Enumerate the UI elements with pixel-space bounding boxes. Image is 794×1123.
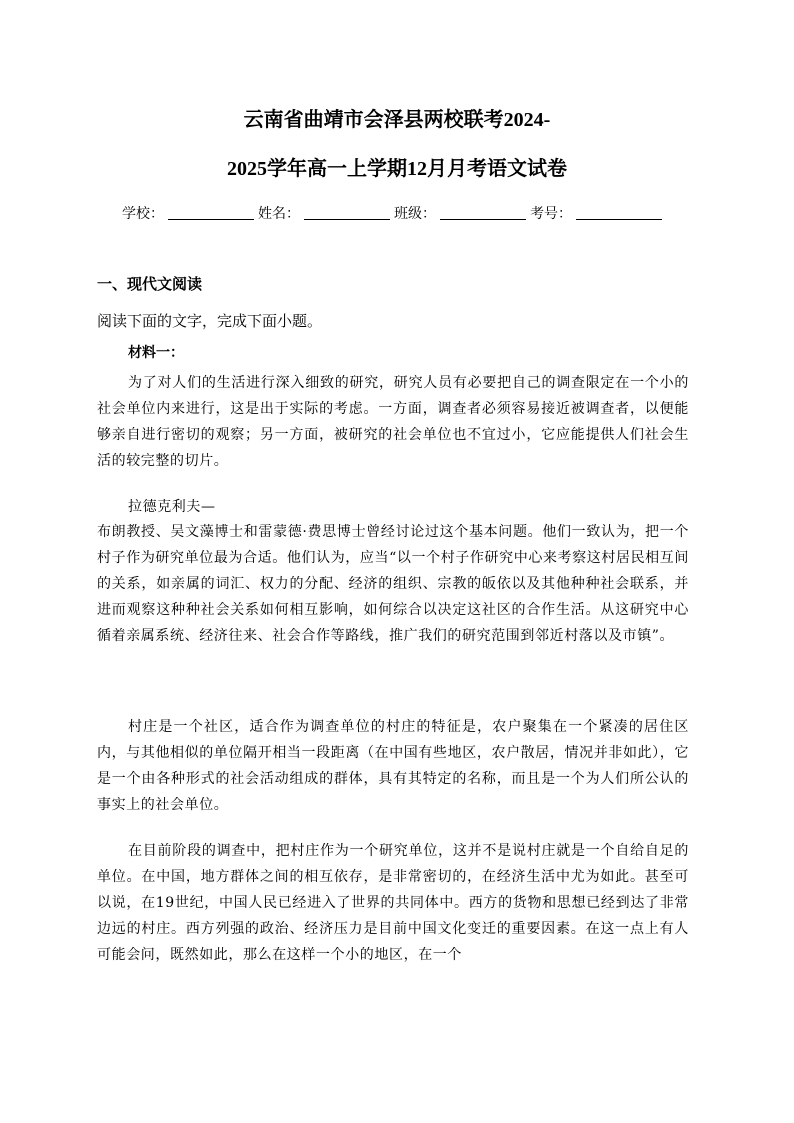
paragraph-5: 在目前阶段的调查中，把村庄作为一个研究单位，这并不是说村庄就是一个自给自足的单位。在中国，地方群体之间的相互依存，是非常密切的，在经济生活中尤为如此。甚至可以说，在19世纪，中国人民已经进入了世界的共同体中。西方的货物和思想已经到达了非常边远的村庄。西方列强的政治、经济压力是目前中国文化变迁的重要因素。在这一点上有人可能会问，既然如此，那么在这样一个小的地区，在一个: [97, 843, 689, 963]
exam-number-label: 考号：: [530, 206, 572, 222]
paragraph-1: 为了对人们的生活进行深入细致的研究，研究人员有必要把自己的调查限定在一个小的社会单位内来进行，这是出于实际的考虑。一方面，调查者必须容易接近被调查者，以便能够亲自进行密切的观察；另一方面，被研究的社会单位也不宜过小，它应能提供人们社会生活的较完整的切片。: [97, 375, 689, 469]
paragraph-3: 布朗教授、吴文藻博士和雷蒙德·费思博士曾经讨论过这个基本问题。他们一致认为，把一个村子作为研究单位最为合适。他们认为，应当“以一个村子作研究中心来考察这村居民相互间的关系，如亲属的词汇、权力的分配、经济的组织、宗教的皈依以及其他种种社会联系，并进而观察这种种社会关系如何相互影响，如何综合以决定这社区的合作生活。从这研究中心循着亲属系统、经济往来、社会合作等路线，推广我们的研究范围到邻近村落以及市镇”。: [97, 524, 689, 644]
class-label: 班级：: [394, 206, 436, 222]
school-label: 学校：: [122, 206, 164, 222]
exam-number-blank[interactable]: [576, 205, 662, 220]
paragraph-4: 村庄是一个社区，适合作为调查单位的村庄的特征是，农户聚集在一个紧凑的居住区内，与其他相似的单位隔开相当一段距离（在中国有些地区，农户散居，情况并非如此），它是一个由各种形式的社会活动组成的群体，具有其特定的名称，而且是一个为人们所公认的事实上的社会单位。: [97, 719, 689, 813]
material-label: 材料一：: [128, 345, 184, 361]
exam-title-line2: 2025学年高一上学期12月月考语文试卷: [227, 158, 567, 180]
reading-instruction: 阅读下面的文字，完成下面小题。: [97, 312, 323, 330]
name-blank[interactable]: [304, 205, 390, 220]
student-info-row: [122, 203, 682, 223]
school-blank[interactable]: [168, 205, 254, 220]
section-heading: 一、现代文阅读: [97, 275, 203, 293]
exam-title-line1: 云南省曲靖市会泽县两校联考2024-: [243, 109, 551, 131]
name-label: 姓名：: [258, 206, 300, 222]
class-blank[interactable]: [440, 205, 526, 220]
paragraph-2: 拉德克利夫—: [128, 499, 216, 515]
